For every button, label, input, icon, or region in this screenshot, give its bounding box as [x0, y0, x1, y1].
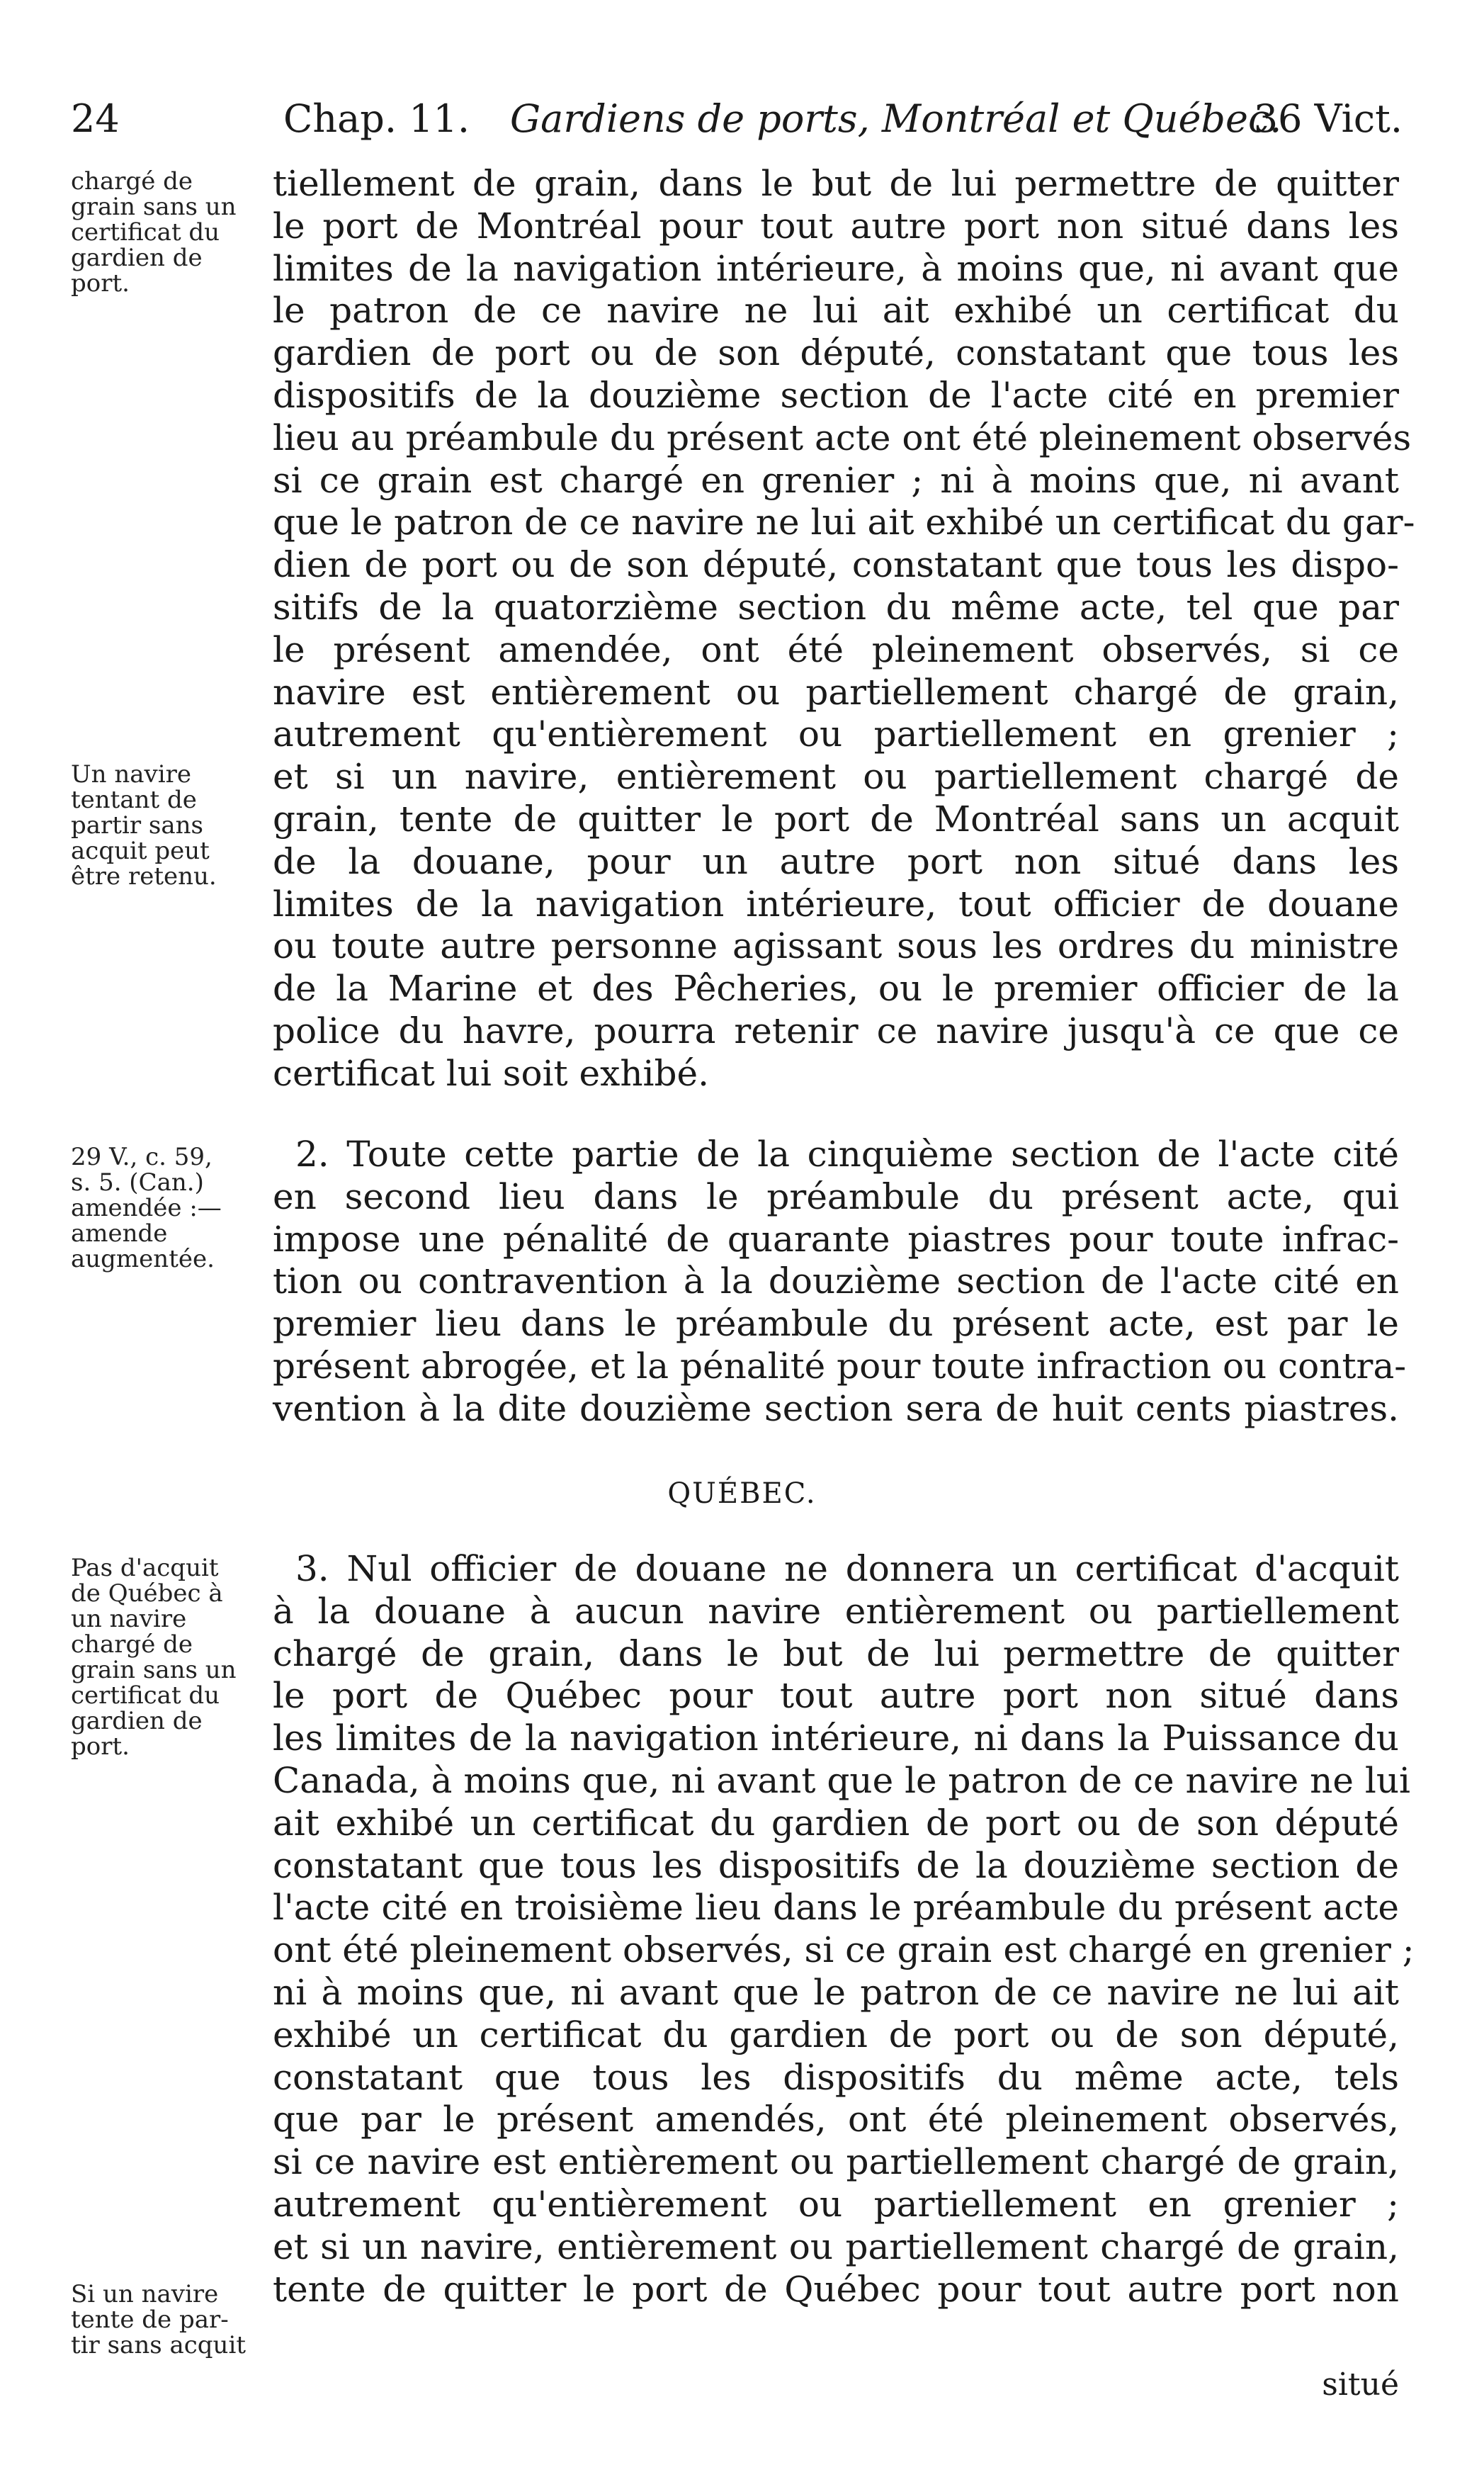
- margin-note-3: 29 V., c. 59, s. 5. (Can.) amendée :— amende augmentée.: [71, 1143, 222, 1273]
- section-2-text: 2. Toute cette partie de la cinquième section de l'acte cité en second lieu dans le préambule du présent acte, qui impose une pénalité de quarante piastres pour toute infrac- tion ou contravention à la douzième section de l'acte cité en premier lieu dans le préambule du présent acte, est par le présent abrogée, et la pénalité pour toute infraction ou contra- vention à la dite douzième section sera de huit cents piastres.: [273, 1134, 1407, 1429]
- page-number: 24: [71, 96, 120, 141]
- running-header: [71, 84, 1403, 147]
- regnal-year: 36 Vict.: [1253, 96, 1403, 141]
- section-heading: QUÉBEC.: [667, 1477, 817, 1510]
- margin-note-5: Si un navire tente de par- tir sans acquit: [71, 2280, 246, 2359]
- section-1-text: tiellement de grain, dans le but de lui permettre de quitter le port de Montréal pour tout autre port non situé dans les limites de la navigation intérieure, à moins que, ni avant que le patron de ce navire ne lui ait exhibé un certificat du gardien de port ou de son député, constatant que tous les dispositifs de la douzième section de l'acte cité en premier lieu au préambule du présent acte ont été pleinement observés si ce grain est chargé en grenier ; ni à moins que, ni avant que le patron de ce navire ne lui ait exhibé un certificat du gar- dien de port ou de son député, constatant que tous les dispo- sitifs de la quatorzième section du même acte, tel que par le présent amendée, ont été pleinement observés, si ce navire est entièrement ou partiellement chargé de grain, autrement qu'entièrement ou partiellement en grenier ; et si un navire, entièrement ou partiellement chargé de grain, tente de quitter le port de Montréal sans un acquit de la douane, pour un autre port non situé dans les limites de la navigation intérieure, tout officier de douane ou toute autre personne agissant sous les ordres du ministre de la Marine et des Pêcheries, ou le premier officier de la police du havre, pourra retenir ce navire jusqu'à ce que ce certificat lui soit exhibé.: [273, 163, 1415, 1094]
- chapter-label: Chap. 11.: [283, 96, 470, 141]
- margin-note-4: Pas d'acquit de Québec à un navire chargé de grain sans un certificat du gardien de port.: [71, 1554, 237, 1761]
- section-3-text: 3. Nul officier de douane ne donnera un certificat d'acquit à la douane à aucun navire entièrement ou partiellement chargé de grain, dans le but de lui permettre de quitter le port de Québec pour tout autre port non situé dans les limites de la navigation intérieure, ni dans la Puissance du Canada, à moins que, ni avant que le patron de ce navire ne lui ait exhibé un certificat du gardien de port ou de son député constatant que tous les dispositifs de la douzième section de l'acte cité en troisième lieu dans le préambule du présent acte ont été pleinement observés, si ce grain est chargé en grenier ; ni à moins que, ni avant que le patron de ce navire ne lui ait exhibé un certificat du gardien de port ou de son député, constatant que tous les dispositifs du même acte, tels que par le présent amendés, ont été pleinement observés, si ce navire est entièrement ou partiellement chargé de grain, autrement qu'entièrement ou partiellement en grenier ; et si un navire, entièrement ou partiellement chargé de grain, tente de quitter le port de Québec pour tout autre port non: [273, 1548, 1415, 2310]
- catchword: situé: [1322, 2367, 1399, 2403]
- margin-note-1: chargé de grain sans un certificat du gardien de port.: [71, 167, 237, 298]
- margin-note-2: Un navire tentant de partir sans acquit peut être retenu.: [71, 760, 217, 891]
- running-title: Gardiens de ports, Montréal et Québec.: [510, 96, 1282, 141]
